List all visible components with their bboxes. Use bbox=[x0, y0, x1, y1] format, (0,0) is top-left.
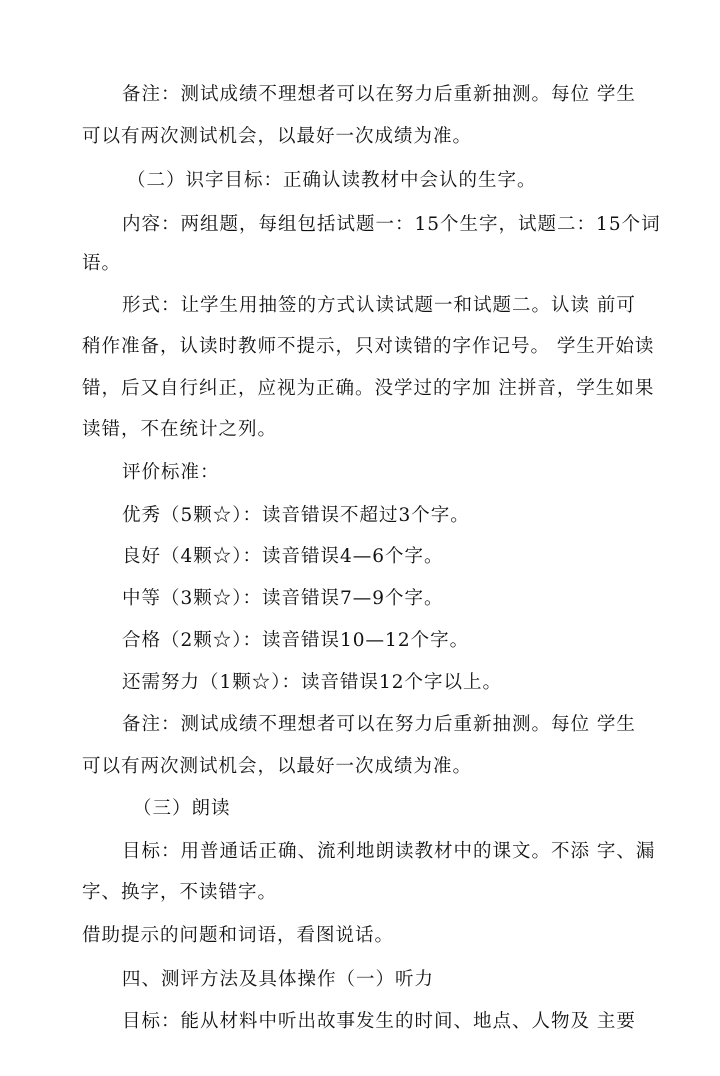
picture-talk-line: 借助提示的问题和词语，看图说话。 bbox=[82, 925, 395, 946]
evaluation-standard-heading: 评价标准： bbox=[122, 462, 220, 483]
format-paragraph-line-1: 形式：让学生用抽签的方式认读试题一和试题二。认读 前可 bbox=[122, 295, 636, 316]
note-paragraph-1-line-1: 备注：测试成绩不理想者可以在努力后重新抽测。每位 学生 bbox=[122, 84, 636, 105]
note-paragraph-2-line-1: 备注：测试成绩不理想者可以在努力后重新抽测。每位 学生 bbox=[122, 714, 636, 735]
grade-good: 良好（4颗☆）：读音错误4—6个字。 bbox=[122, 546, 444, 567]
content-paragraph-line-1: 内容：两组题，每组包括试题一：15个生字，试题二：15个词 bbox=[122, 214, 661, 235]
note-paragraph-2-line-2: 可以有两次测试机会，以最好一次成绩为准。 bbox=[82, 756, 473, 777]
format-paragraph-line-3: 错，后又自行纠正，应视为正确。没学过的字加 注拼音，学生如果 bbox=[82, 378, 655, 399]
note-paragraph-1-line-2: 可以有两次测试机会，以最好一次成绩为准。 bbox=[82, 126, 473, 147]
section-heading-reading: （三）朗读 bbox=[133, 798, 231, 819]
grade-excellent: 优秀（5颗☆）：读音错误不超过3个字。 bbox=[122, 505, 470, 526]
format-paragraph-line-4: 读错，不在统计之列。 bbox=[82, 419, 278, 440]
grade-needs-effort: 还需努力（1颗☆）：读音错误12个字以上。 bbox=[122, 672, 503, 693]
format-paragraph-line-2: 稍作准备，认读时教师不提示，只对读错的字作记号。 学生开始读 bbox=[82, 336, 655, 357]
section-heading-literacy: （二）识字目标：正确认读教材中会认的生字。 bbox=[127, 170, 537, 191]
reading-goal-line-2: 字、换字，不读错字。 bbox=[82, 882, 278, 903]
section-heading-methods: 四、测评方法及具体操作（一）听力 bbox=[122, 969, 435, 990]
grade-pass: 合格（2颗☆）：读音错误10—12个字。 bbox=[122, 630, 470, 651]
content-paragraph-line-2: 语。 bbox=[82, 253, 122, 274]
listening-goal-line-1: 目标：能从材料中听出故事发生的时间、地点、人物及 主要 bbox=[122, 1011, 636, 1032]
grade-medium: 中等（3颗☆）：读音错误7—9个字。 bbox=[122, 588, 444, 609]
reading-goal-line-1: 目标：用普通话正确、流利地朗读教材中的课文。不添 字、漏 bbox=[122, 841, 656, 862]
